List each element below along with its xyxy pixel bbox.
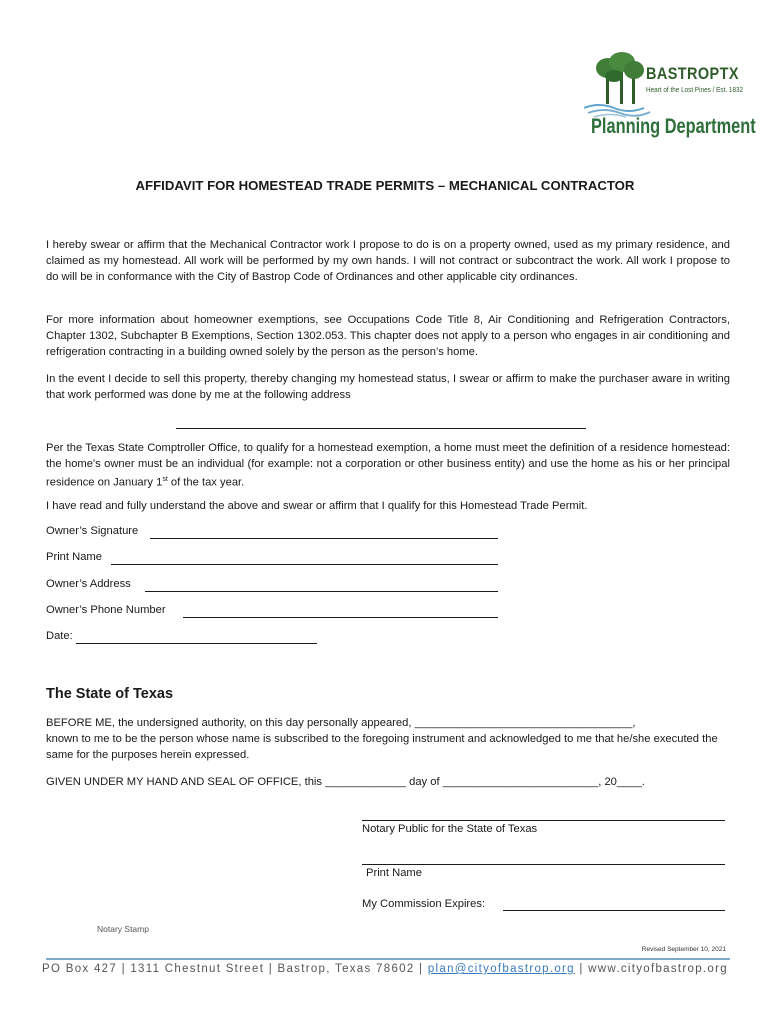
exemption-info-paragraph: For more information about homeowner exemptions, see Occupations Code Title 8, Air Conditioning and Refrigeration Contractors, Chapter 1302, Subchapter B Exemptions, Section 1302.053. This chapter does not apply to a person who engages in air conditioning and refrigeration contracting in a building owned solely by the person as the person’s home. — [46, 314, 730, 358]
acknowledgement-paragraph: I have read and fully understand the above and swear or affirm that I qualify for this Homestead Trade Permit. — [46, 500, 588, 512]
document-title: AFFIDAVIT FOR HOMESTEAD TRADE PERMITS – MECHANICAL CONTRACTOR — [135, 178, 635, 193]
footer-street: 1311 Chestnut Street — [130, 963, 265, 975]
before-me-paragraph: BEFORE ME, the undersigned authority, on this day personally appeared, ___________________________________, known to me to be the person whose name is subscribed to the foregoing instrument and acknowledged to me that he/she executed the same for the purposes herein expressed. — [46, 717, 718, 761]
notary-print-name-line[interactable] — [362, 864, 725, 865]
notary-stamp-label: Notary Stamp — [97, 924, 149, 934]
footer-po-box: PO Box 427 — [42, 963, 118, 975]
logo-brand-text: BASTROPTX — [646, 64, 739, 83]
date-label: Date: — [46, 630, 73, 642]
owner-phone-line[interactable] — [183, 617, 498, 618]
print-name-label: Print Name — [46, 551, 102, 563]
notary-print-name-label: Print Name — [366, 867, 422, 879]
affirmation-paragraph: I hereby swear or affirm that the Mechanical Contractor work I propose to do is on a property owned, used as my primary residence, and claimed as my homestead. All work will be performed by my own hands. I will not contract or subcontract the work. All work I propose to do will be in conformance with the City of Bastrop Code of Ordinances and other applicable city ordinances. — [46, 239, 730, 283]
footer-contact: PO Box 427 | 1311 Chestnut Street | Bastrop, Texas 78602 | plan@cityofbastrop.org | www.cityofbastrop.org — [42, 963, 728, 975]
print-name-line[interactable] — [111, 564, 498, 565]
footer-email-link[interactable]: plan@cityofbastrop.org — [427, 963, 575, 975]
owner-address-line[interactable] — [145, 591, 498, 592]
notary-public-label: Notary Public for the State of Texas — [362, 823, 538, 835]
given-under-hand-line: GIVEN UNDER MY HAND AND SEAL OF OFFICE, this _____________ day of _________________________, 20____. — [46, 776, 645, 788]
commission-expires-line[interactable] — [503, 910, 725, 911]
owner-signature-line[interactable] — [150, 538, 498, 539]
sale-paragraph: In the event I decide to sell this property, thereby changing my homestead status, I swear or affirm to make the purchaser aware in writing that work performed was done by me at the following address — [46, 373, 730, 401]
notary-signature-line[interactable] — [362, 820, 725, 821]
revised-date: Revised September 10, 2021 — [641, 946, 726, 953]
date-line[interactable] — [76, 643, 317, 644]
footer-city: Bastrop, Texas 78602 — [277, 963, 415, 975]
comptroller-paragraph: Per the Texas State Comptroller Office, to qualify for a homestead exemption, a home must meet the definition of a residence homestead: the home's owner must be an individual (for example: not a corporation or other business entity) and use the home as his or her principal residence on January 1st of the tax year. — [46, 442, 730, 489]
owner-address-label: Owner’s Address — [46, 578, 131, 590]
property-address-line[interactable] — [176, 428, 586, 429]
footer-website[interactable]: www.cityofbastrop.org — [588, 963, 728, 975]
footer-divider — [46, 958, 730, 960]
owner-phone-label: Owner’s Phone Number — [46, 604, 166, 616]
department-name: Planning Department — [591, 115, 756, 138]
state-heading: The State of Texas — [46, 686, 174, 702]
owner-signature-label: Owner’s Signature — [46, 525, 139, 537]
logo-tagline: Heart of the Lost Pines / Est. 1832 — [646, 85, 744, 94]
commission-expires-label: My Commission Expires: — [362, 898, 486, 910]
